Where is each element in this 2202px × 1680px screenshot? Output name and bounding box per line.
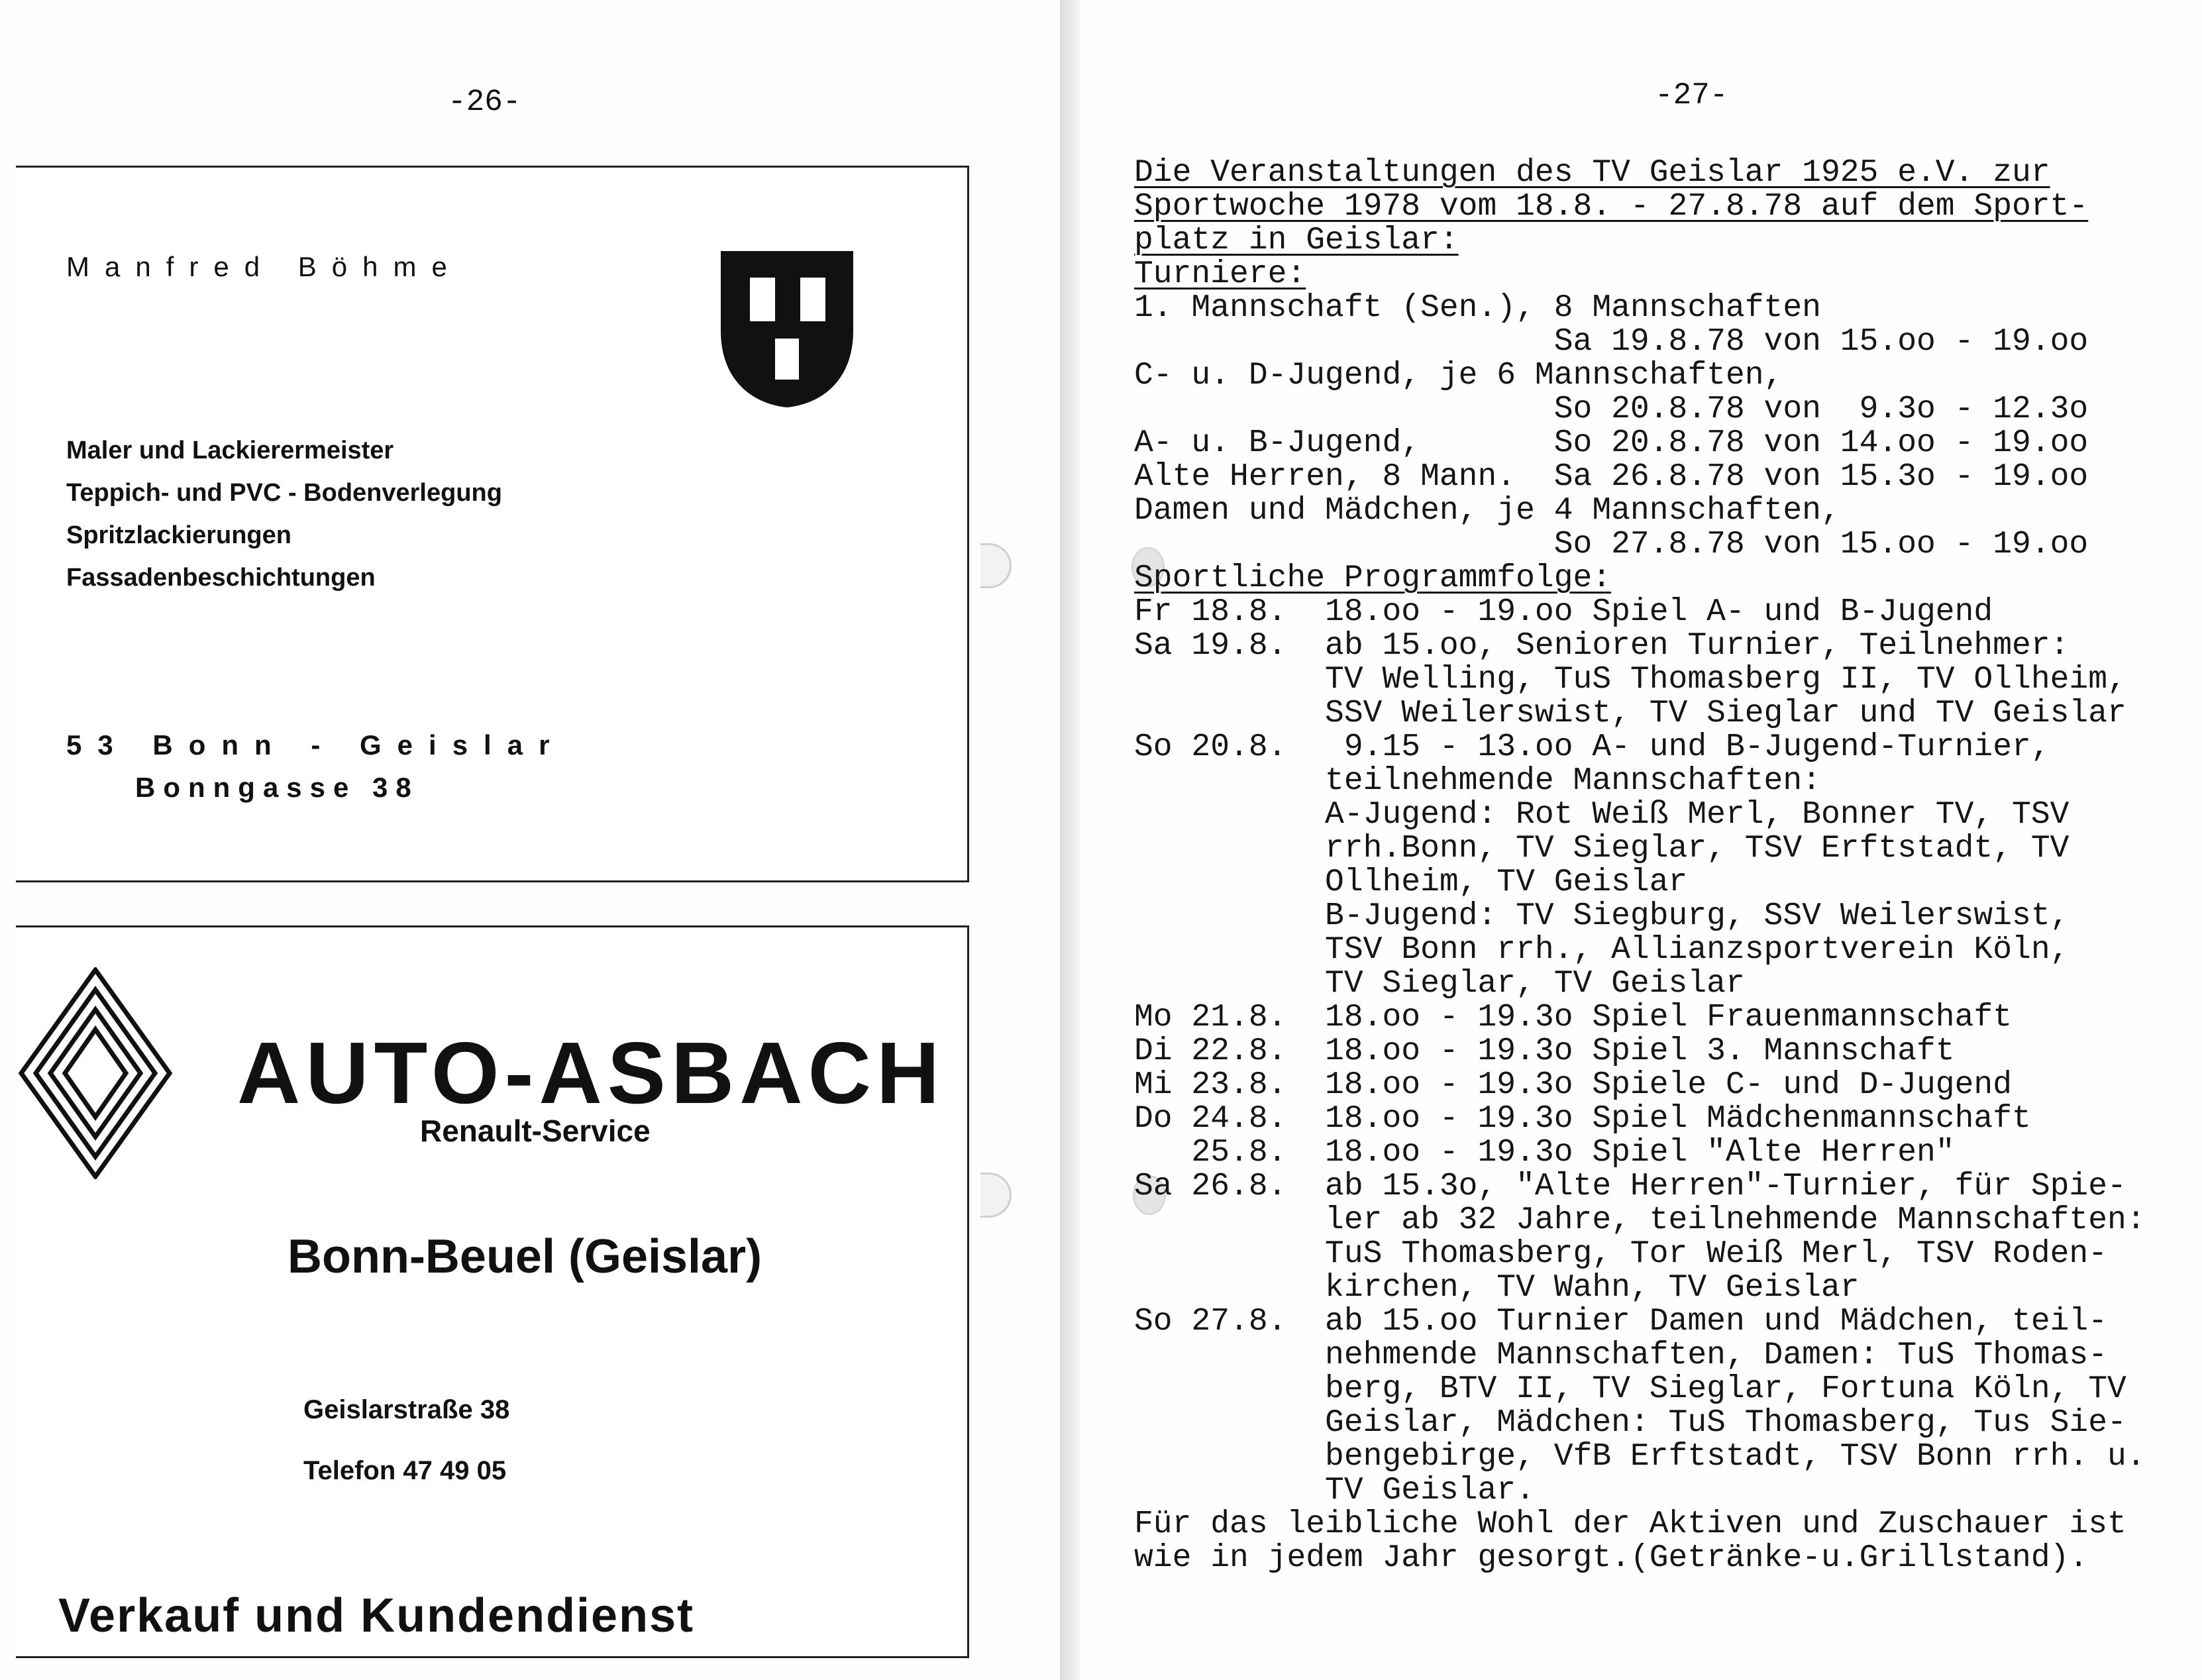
ad-auto-asbach [16,925,969,1658]
ad2-company: AUTO-ASBACH [237,1024,945,1122]
text-line: Sa 26.8. ab 15.3o, "Alte Herren"-Turnier, für Spie- [1134,1169,2126,1204]
text-line: TV Welling, TuS Thomasberg II, TV Ollheim, [1134,662,2126,698]
ad1-city: 53 Bonn - Geislar [66,729,566,761]
text-line: So 20.8.78 von 9.3o - 12.3o [1134,392,2089,427]
renault-logo-icon [16,967,175,1179]
text-line: Sa 19.8. ab 15.oo, Senioren Turnier, Teilnehmer: [1134,628,2070,664]
text-line: TV Geislar. [1134,1473,1535,1508]
ad2-street: Geislarstraße 38 [303,1395,510,1424]
text-line: 25.8. 18.oo - 19.3o Spiel "Alte Herren" [1134,1135,1955,1171]
ad2-slogan: Verkauf und Kundendienst [58,1589,695,1642]
text-line: Do 24.8. 18.oo - 19.3o Spiel Mädchenmannschaft [1134,1101,2031,1137]
section-heading-program: Sportliche Programmfolge: [1134,560,1612,596]
text-line: Für das leibliche Wohl der Aktiven und Zuschauer ist [1134,1506,2126,1542]
text-line: Fr 18.8. 18.oo - 19.oo Spiel A- und B-Jugend [1134,594,1993,630]
ad1-name: Manfred Böhme [66,251,462,282]
text-line: Ollheim, TV Geislar [1134,865,1688,900]
coat-of-arms-icon [718,248,856,410]
section-heading-tournaments: Turniere: [1134,256,1306,292]
text-line: TSV Bonn rrh., Allianzsportverein Köln, [1134,932,2070,968]
text-line: So 20.8. 9.15 - 13.oo A- und B-Jugend-Turnier, [1134,729,2050,765]
text-line: TV Sieglar, TV Geislar [1134,966,1745,1002]
punch-hole [980,1173,1012,1218]
text-line: Mi 23.8. 18.oo - 19.3o Spiele C- und D-Jugend [1134,1067,2013,1103]
text-line: wie in jedem Jahr gesorgt.(Getränke-u.Grillstand). [1134,1540,2089,1576]
binding-gutter [1060,0,1080,1680]
heading-line: Die Veranstaltungen des TV Geislar 1925 e.V. zur [1134,155,2050,191]
text-line: So 27.8.78 von 15.oo - 19.oo [1134,527,2089,562]
ad2-location: Bonn-Beuel (Geislar) [288,1230,762,1283]
text-line: Damen und Mädchen, je 4 Mannschaften, [1134,493,1840,529]
text-line: A- u. B-Jugend, So 20.8.78 von 14.oo - 19.oo [1134,425,2089,461]
ad1-service-4: Fassadenbeschichtungen [66,564,376,592]
text-line: Alte Herren, 8 Mann. Sa 26.8.78 von 15.3o - 19.oo [1134,459,2089,495]
text-line: rrh.Bonn, TV Sieglar, TSV Erftstadt, TV [1134,831,2070,866]
punch-hole [980,543,1012,588]
text-line: bengebirge, VfB Erftstadt, TSV Bonn rrh. u. [1134,1439,2146,1475]
text-line: A-Jugend: Rot Weiß Merl, Bonner TV, TSV [1134,797,2070,833]
ad1-street: Bonngasse 38 [135,772,419,803]
ad1-service-2: Teppich- und PVC - Bodenverlegung [66,479,502,507]
text-line: Sa 19.8.78 von 15.oo - 19.oo [1134,324,2089,360]
page-number-left: -26- [448,85,521,119]
left-page [0,0,1060,1680]
ad1-service-1: Maler und Lackierermeister [66,437,394,464]
page-number-right: -27- [1655,78,1728,113]
ad-manfred-boehme [16,166,969,882]
ad1-service-3: Spritzlackierungen [66,521,291,549]
text-line: 1. Mannschaft (Sen.), 8 Mannschaften [1134,290,1821,326]
text-line: Geislar, Mädchen: TuS Thomasberg, Tus Sie- [1134,1405,2126,1441]
ad2-service: Renault-Service [420,1114,651,1148]
text-line: C- u. D-Jugend, je 6 Mannschaften, [1134,358,1783,394]
text-line: berg, BTV II, TV Sieglar, Fortuna Köln, TV [1134,1371,2126,1407]
heading-line: Sportwoche 1978 vom 18.8. - 27.8.78 auf dem Sport- [1134,189,2089,225]
event-schedule-text [1134,156,2146,1575]
text-line: So 27.8. ab 15.oo Turnier Damen und Mädchen, teil- [1134,1304,2108,1339]
text-line: Di 22.8. 18.oo - 19.3o Spiel 3. Mannschaft [1134,1033,1955,1069]
text-line: ler ab 32 Jahre, teilnehmende Mannschaften: [1134,1202,2146,1238]
text-line: SSV Weilerswist, TV Sieglar und TV Geislar [1134,696,2126,731]
text-line: B-Jugend: TV Siegburg, SSV Weilerswist, [1134,898,2070,934]
text-line: kirchen, TV Wahn, TV Geislar [1134,1270,1860,1306]
text-line: Mo 21.8. 18.oo - 19.3o Spiel Frauenmannschaft [1134,1000,2013,1035]
text-line: TuS Thomasberg, Tor Weiß Merl, TSV Roden- [1134,1236,2108,1272]
ad2-phone: Telefon 47 49 05 [303,1456,507,1485]
heading-line: platz in Geislar: [1134,223,1459,258]
text-line: nehmende Mannschaften, Damen: TuS Thomas- [1134,1338,2108,1373]
text-line: teilnehmende Mannschaften: [1134,763,1821,799]
